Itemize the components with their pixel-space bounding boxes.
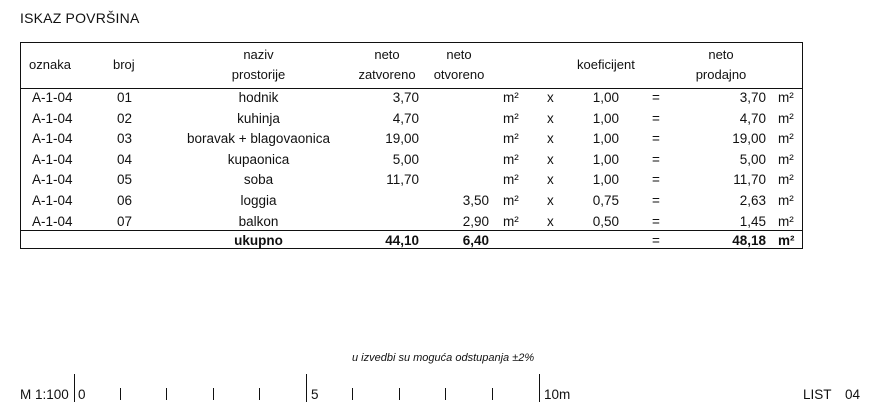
cell-koeficijent: 1,00: [592, 110, 619, 126]
table-header: [21, 43, 802, 89]
header-broj: broj: [113, 57, 135, 72]
cell-naziv: kupaonica: [227, 151, 290, 167]
header-naziv: naziv: [243, 47, 274, 62]
cell-oznaka: A-1-04: [32, 90, 73, 105]
header-koeficijent: koeficijent: [577, 57, 635, 72]
cell-naziv: balkon: [238, 213, 279, 229]
cell-prodajno: 2,63: [739, 193, 766, 208]
table-row: [21, 109, 802, 130]
cell-koeficijent: 1,00: [592, 90, 619, 105]
cell-oznaka: A-1-04: [32, 213, 73, 229]
cell-unit2: m²: [778, 193, 794, 208]
cell-zatvoreno: 19,00: [385, 131, 419, 147]
cell-broj: 03: [117, 131, 133, 147]
cell-equals: =: [652, 193, 660, 208]
cell-koeficijent: 1,00: [592, 131, 619, 147]
cell-multiply: x: [547, 90, 554, 105]
cell-unit2: m²: [778, 90, 794, 105]
cell-unit2: m²: [778, 131, 794, 147]
total-label: ukupno: [234, 233, 283, 248]
total-equals: =: [652, 233, 660, 248]
scale-tick: [166, 388, 167, 400]
cell-unit: m²: [503, 172, 519, 188]
header-neto-prodajno-1: neto: [708, 47, 734, 62]
header-neto-otvoreno-1: neto: [446, 47, 472, 62]
header-neto-zatvoreno-1: neto: [374, 47, 400, 62]
header-neto-prodajno-2: prodajno: [695, 67, 747, 82]
table-row: [21, 150, 802, 171]
scale-label: M 1:100: [20, 387, 69, 402]
total-row: [21, 230, 802, 250]
cell-prodajno: 1,45: [739, 213, 766, 229]
scale-tick: [120, 388, 121, 400]
header-oznaka: oznaka: [29, 57, 71, 72]
cell-naziv: kuhinja: [237, 110, 280, 126]
cell-koeficijent: 0,50: [592, 213, 619, 229]
total-otvoreno: 6,40: [462, 233, 489, 248]
scale-tick: [259, 388, 260, 400]
cell-multiply: x: [547, 172, 554, 188]
cell-unit: m²: [503, 131, 519, 147]
cell-equals: =: [652, 110, 660, 126]
cell-multiply: x: [547, 110, 554, 126]
cell-unit: m²: [503, 110, 519, 126]
total-zatvoreno: 44,10: [385, 233, 419, 248]
cell-unit2: m²: [778, 110, 794, 126]
cell-zatvoreno: 11,70: [386, 172, 419, 188]
scale-tick: [492, 388, 493, 400]
sheet-number: 04: [845, 387, 861, 402]
cell-koeficijent: 1,00: [592, 172, 619, 188]
cell-unit: m²: [503, 90, 519, 105]
cell-multiply: x: [547, 193, 554, 208]
cell-multiply: x: [547, 131, 554, 147]
table-row: [21, 88, 802, 109]
cell-unit: m²: [503, 193, 519, 208]
scale-tick: [352, 388, 353, 400]
scale-five: 5: [311, 387, 319, 402]
cell-multiply: x: [547, 213, 554, 229]
cell-oznaka: A-1-04: [32, 131, 73, 147]
scale-bar: [0, 370, 875, 411]
cell-equals: =: [652, 151, 660, 167]
scale-tick: [399, 388, 400, 400]
table-row: [21, 191, 802, 212]
cell-zatvoreno: 3,70: [392, 90, 419, 105]
header-neto-otvoreno-2: otvoreno: [433, 67, 485, 82]
cell-broj: 04: [117, 151, 133, 167]
scale-tick-5: [306, 374, 307, 402]
cell-unit2: m²: [778, 172, 794, 188]
cell-otvoreno: 3,50: [462, 193, 489, 208]
table-row: [21, 129, 802, 150]
scale-ten: 10m: [544, 387, 571, 402]
header-neto-zatvoreno-2: zatvoreno: [358, 67, 416, 82]
cell-oznaka: A-1-04: [32, 110, 73, 126]
cell-broj: 02: [117, 110, 133, 126]
cell-prodajno: 3,70: [739, 90, 766, 105]
cell-oznaka: A-1-04: [32, 172, 73, 188]
cell-unit: m²: [503, 151, 519, 167]
cell-prodajno: 11,70: [733, 172, 766, 188]
cell-broj: 07: [117, 213, 133, 229]
cell-oznaka: A-1-04: [32, 151, 73, 167]
cell-prodajno: 5,00: [739, 151, 766, 167]
scale-tick: [445, 388, 446, 400]
total-unit: m²: [778, 233, 795, 248]
cell-equals: =: [652, 131, 660, 147]
cell-equals: =: [652, 172, 660, 188]
cell-naziv: loggia: [240, 193, 277, 208]
scale-zero: 0: [78, 387, 86, 402]
header-prostorije: prostorije: [231, 67, 286, 82]
cell-koeficijent: 1,00: [592, 151, 619, 167]
cell-broj: 06: [117, 193, 133, 208]
cell-multiply: x: [547, 151, 554, 167]
cell-oznaka: A-1-04: [32, 193, 73, 208]
document-title: ISKAZ POVRŠINA: [20, 10, 140, 26]
cell-unit2: m²: [778, 151, 794, 167]
scale-tick-10: [539, 374, 540, 402]
cell-zatvoreno: 4,70: [392, 110, 419, 126]
table-row: [21, 170, 802, 191]
tolerance-note: u izvedbi su moguća odstupanja ±2%: [352, 352, 535, 364]
cell-unit: m²: [503, 213, 519, 229]
cell-otvoreno: 2,90: [462, 213, 489, 229]
cell-zatvoreno: 5,00: [392, 151, 419, 167]
cell-koeficijent: 0,75: [592, 193, 619, 208]
scale-tick-0: [74, 374, 75, 402]
area-table: [20, 42, 803, 249]
cell-equals: =: [652, 213, 660, 229]
cell-prodajno: 4,70: [739, 110, 766, 126]
scale-tick: [213, 388, 214, 400]
cell-equals: =: [652, 90, 660, 105]
cell-naziv: boravak + blagovaonica: [187, 131, 330, 147]
cell-naziv: hodnik: [238, 90, 279, 105]
cell-unit2: m²: [778, 213, 794, 229]
cell-broj: 01: [117, 90, 133, 105]
total-prodajno: 48,18: [732, 233, 766, 248]
cell-naziv: soba: [243, 172, 274, 188]
sheet-label: LIST: [803, 387, 832, 402]
cell-broj: 05: [117, 172, 133, 188]
cell-prodajno: 19,00: [732, 131, 766, 147]
